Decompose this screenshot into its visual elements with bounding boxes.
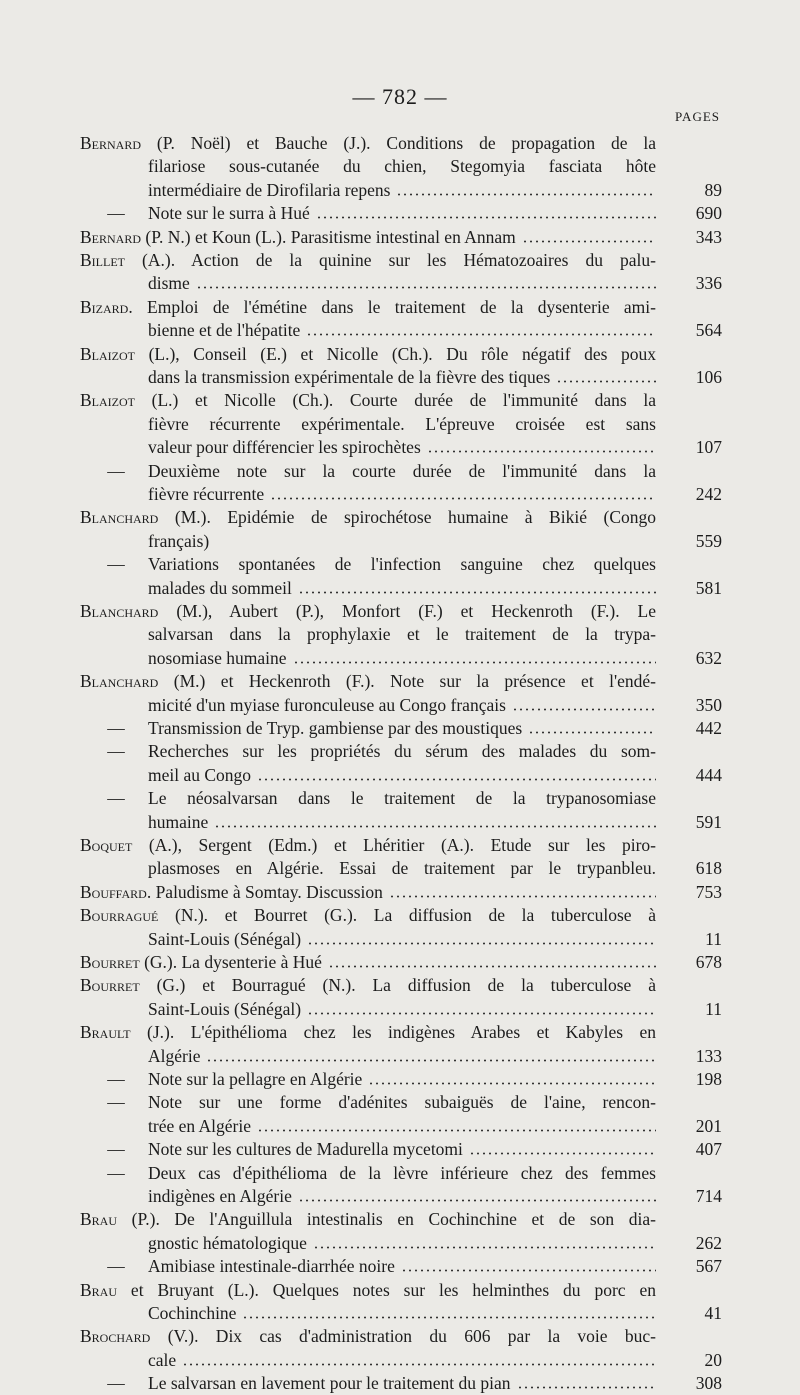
entry-text: Deux cas d'épithélioma de la lèvre inférieure chez des femmes bbox=[148, 1162, 656, 1183]
index-line bbox=[0, 1090, 800, 1114]
index-line bbox=[0, 225, 800, 249]
entry-title bbox=[80, 131, 656, 155]
entry-text: Blanchard (M.) et Heckenroth (F.). Note sur la présence et l'endé- bbox=[80, 671, 656, 692]
index-line bbox=[0, 973, 800, 997]
ditto-dash: — bbox=[107, 788, 125, 809]
author-name: Bourret bbox=[80, 975, 140, 996]
index-line bbox=[0, 927, 800, 951]
index-line bbox=[0, 1348, 800, 1372]
ditto-dash: — bbox=[107, 554, 125, 575]
index-line bbox=[0, 669, 800, 693]
dot-leader bbox=[528, 731, 656, 734]
dot-leader bbox=[196, 286, 656, 289]
page-reference: 559 bbox=[695, 530, 722, 551]
page-reference: 336 bbox=[695, 273, 722, 294]
entry-text: Bernard (P. N.) et Koun (L.). Parasitisme intestinal en Annam bbox=[80, 226, 516, 247]
entry-continuation bbox=[148, 154, 656, 178]
entry-text: nosomiase humaine bbox=[148, 647, 287, 668]
entry-text: disme bbox=[148, 273, 190, 294]
entry-continuation bbox=[148, 552, 656, 576]
entry-continuation bbox=[148, 693, 656, 717]
index-line bbox=[0, 201, 800, 225]
entry-title bbox=[80, 973, 656, 997]
entry-continuation bbox=[148, 646, 656, 670]
entry-continuation bbox=[148, 1371, 656, 1395]
entry-text: Transmission de Tryp. gambiense par des moustiques bbox=[148, 718, 523, 738]
dot-leader bbox=[556, 380, 656, 383]
page-number: — 782 — bbox=[352, 84, 448, 109]
index-line bbox=[0, 482, 800, 506]
entry-text: Blanchard (M.). Epidémie de spirochétose humaine à Bikié (Congo bbox=[80, 507, 656, 528]
dot-leader bbox=[328, 965, 656, 968]
entry-text: malades du sommeil bbox=[148, 577, 292, 598]
index-line bbox=[0, 576, 800, 600]
page-reference: 20 bbox=[704, 1349, 722, 1370]
dot-leader bbox=[298, 1199, 656, 1202]
dot-leader bbox=[257, 1129, 656, 1132]
entry-continuation bbox=[148, 622, 656, 646]
entry-continuation bbox=[148, 1090, 656, 1114]
page-reference: 242 bbox=[695, 484, 722, 504]
entry-text: Deuxième note sur la courte durée de l'immunité dans la bbox=[148, 460, 656, 481]
index-line bbox=[0, 1067, 800, 1091]
index-line bbox=[0, 529, 800, 553]
ditto-dash: — bbox=[107, 1162, 125, 1183]
index-line bbox=[0, 412, 800, 436]
entry-text: Brochard (V.). Dix cas d'administration du 606 par la voie buc- bbox=[80, 1326, 656, 1347]
author-name: Bouffard bbox=[80, 881, 147, 902]
page-reference: 632 bbox=[695, 647, 722, 668]
entry-text: français) bbox=[148, 530, 210, 551]
entry-text: bienne et de l'hépatite bbox=[148, 320, 301, 341]
entry-continuation bbox=[148, 178, 656, 202]
entry-text: Saint-Louis (Sénégal) bbox=[148, 928, 302, 949]
entry-continuation bbox=[148, 318, 656, 342]
entry-continuation bbox=[148, 576, 656, 600]
entry-continuation bbox=[148, 1231, 656, 1255]
entry-continuation bbox=[148, 1301, 656, 1325]
dot-leader bbox=[242, 1316, 656, 1319]
index-line bbox=[0, 1184, 800, 1208]
author-name: Blaizot bbox=[80, 343, 135, 364]
entry-continuation bbox=[148, 763, 656, 787]
page-reference: 41 bbox=[704, 1303, 722, 1323]
index-line bbox=[0, 880, 800, 904]
entry-text: indigènes en Algérie bbox=[148, 1186, 292, 1206]
index-line bbox=[0, 1207, 800, 1231]
pages-column-header: PAGES bbox=[675, 109, 720, 124]
entry-continuation bbox=[148, 1161, 656, 1185]
ditto-dash: — bbox=[107, 741, 125, 762]
entry-text: Blaizot (L.) et Nicolle (Ch.). Courte durée de l'immunité dans la bbox=[80, 390, 656, 411]
entry-text: Note sur les cultures de Madurella mycetomi bbox=[148, 1139, 463, 1160]
index-line bbox=[0, 1278, 800, 1302]
page-reference: 407 bbox=[695, 1139, 722, 1160]
entry-text: Bourret (G.). La dysenterie à Hué bbox=[80, 952, 322, 972]
entry-title bbox=[80, 388, 656, 412]
page-reference: 581 bbox=[695, 577, 722, 598]
entry-text: salvarsan dans la prophylaxie et le traitement de la trypa- bbox=[148, 624, 656, 645]
author-name: Bourragué bbox=[80, 905, 159, 926]
index-line bbox=[0, 1231, 800, 1255]
entry-continuation bbox=[148, 1067, 656, 1091]
entry-continuation bbox=[148, 810, 656, 834]
dot-leader bbox=[389, 895, 656, 898]
page-reference: 714 bbox=[695, 1186, 722, 1206]
entry-text: fièvre récurrente bbox=[148, 484, 265, 504]
index-line bbox=[0, 622, 800, 646]
entry-title bbox=[80, 1207, 656, 1231]
entry-text: Brau (P.). De l'Anguillula intestinalis en Cochinchine et de son dia- bbox=[80, 1209, 656, 1230]
entry-text: Billet (A.). Action de la quinine sur les Hématozoaires du palu- bbox=[80, 250, 656, 270]
index-line bbox=[0, 1020, 800, 1044]
dot-leader bbox=[293, 661, 656, 664]
entry-text: Brau et Bruyant (L.). Quelques notes sur les helminthes du porc en bbox=[80, 1279, 656, 1300]
index-line bbox=[0, 365, 800, 389]
entry-text: Blanchard (M.), Aubert (P.), Monfort (F.) et Heckenroth (F.). Le bbox=[80, 601, 656, 621]
dot-leader bbox=[182, 1363, 656, 1366]
index-line bbox=[0, 1254, 800, 1278]
entry-text: Cochinchine bbox=[148, 1303, 237, 1323]
index-line bbox=[0, 342, 800, 366]
dot-leader bbox=[257, 778, 656, 781]
entry-text: Le néosalvarsan dans le traitement de la trypanosomiase bbox=[148, 788, 656, 809]
author-name: Billet bbox=[80, 250, 125, 270]
page-reference: 198 bbox=[695, 1069, 722, 1089]
entry-text: dans la transmission expérimentale de la fièvre des tiques bbox=[148, 367, 551, 387]
dot-leader bbox=[270, 497, 656, 500]
author-name: Blanchard bbox=[80, 601, 159, 621]
entry-continuation bbox=[148, 856, 656, 880]
index-line bbox=[0, 716, 800, 740]
dot-leader bbox=[396, 193, 656, 196]
entry-continuation bbox=[148, 365, 656, 389]
author-name: Bernard bbox=[80, 226, 142, 247]
entry-continuation bbox=[148, 786, 656, 810]
entry-continuation bbox=[148, 201, 656, 225]
ditto-dash: — bbox=[107, 1373, 125, 1394]
dot-leader bbox=[306, 333, 656, 336]
entry-text: Note sur la pellagre en Algérie bbox=[148, 1069, 363, 1089]
entry-text: Le salvarsan en lavement pour le traitement du pian bbox=[148, 1373, 511, 1394]
index-line bbox=[0, 459, 800, 483]
entry-text: Bernard (P. Noël) et Bauche (J.). Conditions de propagation de la bbox=[80, 133, 656, 153]
index-line bbox=[0, 1301, 800, 1325]
ditto-dash: — bbox=[107, 460, 125, 481]
entry-continuation bbox=[148, 482, 656, 506]
dot-leader bbox=[368, 1082, 656, 1085]
page-reference: 133 bbox=[695, 1045, 722, 1066]
entry-title bbox=[80, 1278, 656, 1302]
page-reference: 567 bbox=[695, 1256, 722, 1277]
entry-continuation bbox=[148, 1137, 656, 1161]
author-name: Bizard bbox=[80, 296, 129, 317]
ditto-dash: — bbox=[107, 203, 125, 224]
page-reference: 343 bbox=[695, 226, 722, 247]
entry-text: micité d'un myiase furonculeuse au Congo français bbox=[148, 694, 506, 715]
dot-leader bbox=[307, 1012, 656, 1015]
index-line bbox=[0, 950, 800, 974]
entry-text: valeur pour différencier les spirochètes bbox=[148, 437, 421, 458]
entry-text: filariose sous-cutanée du chien, Stegomyia fasciata hôte bbox=[148, 156, 656, 177]
entry-text: meil au Congo bbox=[148, 764, 252, 785]
index-line bbox=[0, 810, 800, 834]
dot-leader bbox=[313, 1246, 656, 1249]
page-reference: 262 bbox=[695, 1232, 722, 1253]
index-line bbox=[0, 1371, 800, 1395]
index-line bbox=[0, 1137, 800, 1161]
ditto-dash: — bbox=[107, 1256, 125, 1277]
entry-text: Saint-Louis (Sénégal) bbox=[148, 998, 302, 1019]
entry-text: Bizard. Emploi de l'émétine dans le traitement de la dysenterie ami- bbox=[80, 296, 656, 317]
entry-text: Blaizot (L.), Conseil (E.) et Nicolle (Ch.). Du rôle négatif des poux bbox=[80, 343, 656, 364]
dot-leader bbox=[469, 1152, 656, 1155]
author-name: Brau bbox=[80, 1209, 118, 1230]
entry-text: Algérie bbox=[148, 1045, 201, 1066]
index-line bbox=[0, 248, 800, 272]
index-line bbox=[0, 178, 800, 202]
page-reference: 444 bbox=[695, 764, 722, 785]
author-name: Bernard bbox=[80, 133, 142, 153]
page-reference: 89 bbox=[704, 179, 722, 200]
dot-leader bbox=[214, 825, 656, 828]
index-line bbox=[0, 763, 800, 787]
index-line bbox=[0, 693, 800, 717]
entry-text: Boquet (A.), Sergent (Edm.) et Lhéritier (A.). Etude sur les piro- bbox=[80, 835, 656, 855]
page-reference: 591 bbox=[695, 811, 722, 832]
entry-text: Amibiase intestinale-diarrhée noire bbox=[148, 1256, 395, 1277]
entry-continuation bbox=[148, 716, 656, 740]
entry-title bbox=[80, 342, 656, 366]
index-line bbox=[0, 154, 800, 178]
entry-title bbox=[80, 505, 656, 529]
entry-title bbox=[80, 669, 656, 693]
page-reference: 618 bbox=[695, 858, 722, 879]
entry-text: Bourret (G.) et Bourragué (N.). La diffusion de la tuberculose à bbox=[80, 975, 656, 996]
page-reference: 690 bbox=[695, 203, 722, 224]
ditto-dash: — bbox=[107, 1139, 125, 1160]
dot-leader bbox=[522, 240, 656, 243]
entry-text: fièvre récurrente expérimentale. L'épreuve croisée est sans bbox=[148, 413, 656, 434]
entry-title bbox=[80, 833, 656, 857]
entry-text: intermédiaire de Dirofilaria repens bbox=[148, 179, 391, 200]
entry-continuation bbox=[148, 459, 656, 483]
author-name: Bourret bbox=[80, 952, 140, 972]
entry-continuation bbox=[148, 271, 656, 295]
entry-text: gnostic hématologique bbox=[148, 1232, 307, 1253]
entry-continuation bbox=[148, 1254, 656, 1278]
entry-title bbox=[80, 903, 656, 927]
index-line bbox=[0, 131, 800, 155]
index-line bbox=[0, 295, 800, 319]
entry-title bbox=[80, 1324, 656, 1348]
author-name: Blanchard bbox=[80, 671, 159, 692]
index-line bbox=[0, 786, 800, 810]
ditto-dash: — bbox=[107, 718, 125, 738]
entry-title bbox=[80, 880, 656, 904]
page-reference: 442 bbox=[695, 718, 722, 738]
index-line bbox=[0, 388, 800, 412]
index-line bbox=[0, 599, 800, 623]
index-line bbox=[0, 903, 800, 927]
entry-title bbox=[80, 295, 656, 319]
index-line bbox=[0, 856, 800, 880]
entry-continuation bbox=[148, 1044, 656, 1068]
dot-leader bbox=[401, 1269, 656, 1272]
entry-title bbox=[80, 1020, 656, 1044]
dot-leader bbox=[316, 216, 656, 219]
index-line bbox=[0, 505, 800, 529]
page-reference: 350 bbox=[695, 694, 722, 715]
entry-continuation bbox=[148, 927, 656, 951]
page-reference: 753 bbox=[695, 881, 722, 902]
index-line bbox=[0, 1161, 800, 1185]
index-line bbox=[0, 646, 800, 670]
entry-continuation bbox=[148, 997, 656, 1021]
author-name: Brault bbox=[80, 1022, 131, 1043]
entry-text: Bourragué (N.). et Bourret (G.). La diffusion de la tuberculose à bbox=[80, 905, 656, 926]
entry-continuation bbox=[148, 739, 656, 763]
entry-text: humaine bbox=[148, 811, 209, 832]
entry-title bbox=[80, 950, 656, 974]
entry-text: trée en Algérie bbox=[148, 1115, 252, 1136]
index-line bbox=[0, 318, 800, 342]
entry-text: Note sur une forme d'adénites subaiguës de l'aine, rencon- bbox=[148, 1092, 656, 1113]
entry-continuation bbox=[148, 412, 656, 436]
index-line bbox=[0, 435, 800, 459]
entry-text: plasmoses en Algérie. Essai de traitement par le trypanbleu. bbox=[148, 858, 656, 879]
author-name: Boquet bbox=[80, 835, 133, 855]
page-reference: 201 bbox=[695, 1115, 722, 1136]
index-line bbox=[0, 271, 800, 295]
index-line bbox=[0, 1044, 800, 1068]
index-line bbox=[0, 1114, 800, 1138]
author-name: Brochard bbox=[80, 1326, 151, 1347]
entry-continuation bbox=[148, 529, 656, 553]
page-reference: 564 bbox=[695, 320, 722, 341]
entry-continuation bbox=[148, 1184, 656, 1208]
dot-leader bbox=[512, 708, 656, 711]
dot-leader bbox=[298, 591, 656, 594]
page-reference: 678 bbox=[695, 952, 722, 972]
entry-continuation bbox=[148, 1348, 656, 1372]
page-reference: 107 bbox=[695, 437, 722, 458]
index-line bbox=[0, 739, 800, 763]
index-line bbox=[0, 1324, 800, 1348]
ditto-dash: — bbox=[107, 1092, 125, 1113]
entry-continuation bbox=[148, 1114, 656, 1138]
author-name: Blanchard bbox=[80, 507, 159, 528]
author-name: Blaizot bbox=[80, 390, 135, 411]
dot-leader bbox=[427, 450, 656, 453]
page-reference: 106 bbox=[695, 367, 722, 387]
entry-title bbox=[80, 599, 656, 623]
entry-title bbox=[80, 248, 656, 272]
index-line bbox=[0, 552, 800, 576]
page-reference: 11 bbox=[705, 928, 722, 949]
dot-leader bbox=[307, 942, 656, 945]
entry-title bbox=[80, 225, 656, 249]
entry-text: cale bbox=[148, 1349, 177, 1370]
index-line bbox=[0, 997, 800, 1021]
entry-text: Note sur le surra à Hué bbox=[148, 203, 310, 224]
page-reference: 11 bbox=[705, 998, 722, 1019]
entry-text: Variations spontanées de l'infection sanguine chez quelques bbox=[148, 554, 656, 575]
dot-leader bbox=[517, 1386, 656, 1389]
entry-continuation bbox=[148, 435, 656, 459]
entry-text: Recherches sur les propriétés du sérum des malades du som- bbox=[148, 741, 656, 762]
index-line bbox=[0, 833, 800, 857]
ditto-dash: — bbox=[107, 1069, 125, 1089]
entry-text: Brault (J.). L'épithélioma chez les indigènes Arabes et Kabyles en bbox=[80, 1022, 656, 1043]
page-reference: 308 bbox=[695, 1373, 722, 1394]
entry-text: Bouffard. Paludisme à Somtay. Discussion bbox=[80, 881, 383, 902]
dot-leader bbox=[206, 1059, 656, 1062]
author-name: Brau bbox=[80, 1279, 118, 1300]
